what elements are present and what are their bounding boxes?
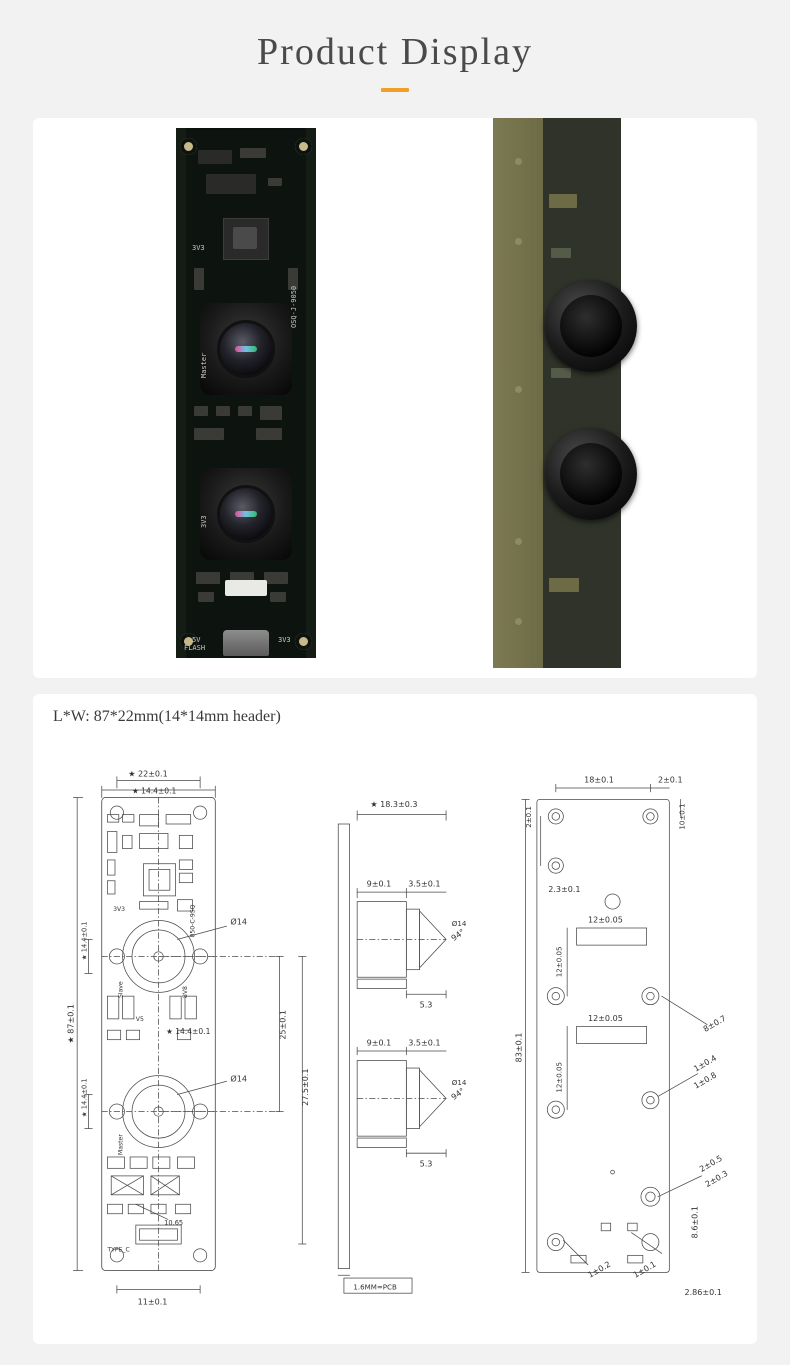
ic-chip (264, 572, 288, 584)
dim-text: 11±0.1 (137, 1297, 168, 1307)
dim-text: 18±0.1 (584, 775, 614, 785)
dim-text: 1±0.1 (631, 1259, 658, 1280)
dim-text: 2±0.1 (524, 806, 534, 828)
silk-text: 3V3 (113, 906, 126, 914)
front-view-photo (176, 128, 316, 658)
ic-chip (551, 368, 571, 378)
page-title: Product Display (257, 31, 533, 73)
page-header (0, 0, 790, 92)
camera-lens-bottom (545, 428, 637, 520)
ic-chip (198, 150, 232, 164)
solder-pad (515, 386, 522, 393)
ic-chip (194, 268, 204, 290)
dim-text: 2.3±0.1 (548, 885, 581, 895)
dim-text: 12±0.05 (587, 915, 623, 925)
dim-text: 3.5±0.1 (408, 879, 441, 889)
ic-chip (260, 406, 282, 420)
silk-text: 050-C-9SQ (189, 904, 197, 938)
dim-text: 83±0.1 (514, 1032, 524, 1063)
mount-pad (295, 633, 312, 650)
ic-chip (194, 406, 208, 416)
blueprint-area (45, 738, 745, 1330)
ic-chip (198, 592, 214, 602)
lens-glint (235, 346, 257, 352)
dim-text: Ø14 (451, 1078, 467, 1088)
solder-pad (515, 238, 522, 245)
title-underline (381, 88, 409, 92)
camera-lens-top (545, 280, 637, 372)
ic-chip (240, 148, 266, 158)
dim-text: 10.65 (164, 1219, 184, 1228)
dim-text: 94° (449, 1086, 467, 1102)
dim-text: 12±0.05 (554, 946, 564, 978)
dim-text: Ø14 (451, 919, 467, 929)
dim-text: 2±0.1 (657, 775, 683, 785)
lens-glint (235, 511, 257, 517)
silk-text: Master (117, 1134, 125, 1156)
dim-text: 94° (449, 927, 467, 943)
product-photo-card (33, 118, 757, 678)
dim-text: 5.3 (419, 1000, 433, 1010)
dim-text: 25±0.1 (278, 1009, 288, 1040)
dimension-drawing-card (33, 694, 757, 1344)
dim-text: 1.6MM=PCB (353, 1282, 397, 1292)
dim-text: ★ 18.3±0.3 (370, 799, 418, 809)
dim-text: 9±0.1 (366, 1038, 392, 1048)
front-outline-drawing (66, 770, 310, 1307)
ic-chip (549, 578, 579, 592)
dim-text: ★ 87±0.1 (66, 1003, 76, 1044)
mount-pad (180, 138, 197, 155)
dim-text: 12±0.05 (554, 1061, 564, 1093)
silk-text: TYPE_C (107, 1246, 130, 1254)
usb-type-c-port (223, 630, 269, 656)
back-outline-drawing (515, 775, 730, 1297)
image-sensor (223, 218, 269, 260)
ic-chip (270, 592, 286, 602)
dim-text: ★ 14.4±0.1 (166, 1027, 211, 1036)
photo-stage (33, 118, 757, 678)
dim-text: ★ 14.4±0.1 (80, 1078, 89, 1118)
board-edge-left (176, 128, 186, 658)
silkscreen-text: Master (200, 352, 208, 378)
ic-chip (549, 194, 577, 208)
board-gold-strip (493, 118, 543, 668)
ic-chip (216, 406, 230, 416)
silk-text: Slave (117, 981, 125, 999)
silkscreen-text: 3V3 (200, 515, 208, 528)
white-connector (225, 580, 267, 596)
silkscreen-text: FLASH (184, 644, 206, 652)
dim-text: 2±0.3 (703, 1168, 730, 1189)
dim-text: 2±0.5 (697, 1153, 724, 1174)
silkscreen-text: 5V (192, 636, 201, 644)
dim-text: 8±0.7 (701, 1013, 728, 1034)
dim-text: 1±0.8 (692, 1070, 719, 1091)
camera-lens-top (200, 303, 292, 395)
back-view-photo (493, 118, 621, 668)
camera-lens-bottom (200, 468, 292, 560)
dim-text: 12±0.05 (587, 1013, 623, 1023)
dim-text: 8.6±0.1 (690, 1206, 700, 1239)
dim-text: 5.3 (419, 1159, 433, 1169)
silk-text: V5 (135, 1015, 144, 1023)
board-edge-right (306, 128, 316, 658)
dim-text: ★ 22±0.1 (128, 769, 168, 779)
dim-text: 10±0.1 (677, 803, 687, 830)
ic-chip (268, 178, 282, 186)
dim-text: 2.86±0.1 (684, 1288, 722, 1298)
solder-pad (515, 618, 522, 625)
blueprint-svg (45, 738, 745, 1330)
ic-chip (194, 428, 224, 440)
dim-text: 9±0.1 (366, 879, 392, 889)
dimension-label: L*W: 87*22mm(14*14mm header) (53, 708, 281, 725)
silkscreen-text: 3V3 (278, 636, 291, 644)
silk-text: 8V8 (181, 986, 189, 999)
ic-chip (196, 572, 220, 584)
ic-chip (238, 406, 252, 416)
mount-pad (295, 138, 312, 155)
dim-text: ★ 14.4±0.1 (132, 786, 177, 796)
dim-text: ★ 14.4±0.1 (80, 921, 89, 961)
dim-text: Ø14 (230, 917, 247, 927)
dim-text: 27.5±0.1 (300, 1068, 310, 1106)
dim-text: 1±0.4 (692, 1053, 719, 1074)
solder-pad (515, 538, 522, 545)
ic-chip (206, 174, 256, 194)
dim-text: Ø14 (230, 1074, 247, 1084)
dim-text: 3.5±0.1 (408, 1038, 441, 1048)
silkscreen-text: 3V3 (192, 244, 205, 252)
side-outline-drawing (338, 800, 467, 1293)
dim-text: 1±0.2 (586, 1259, 613, 1280)
ic-chip (551, 248, 571, 258)
solder-pad (515, 158, 522, 165)
silkscreen-text: OSQ-J-9050 (290, 285, 298, 328)
ic-chip (256, 428, 282, 440)
